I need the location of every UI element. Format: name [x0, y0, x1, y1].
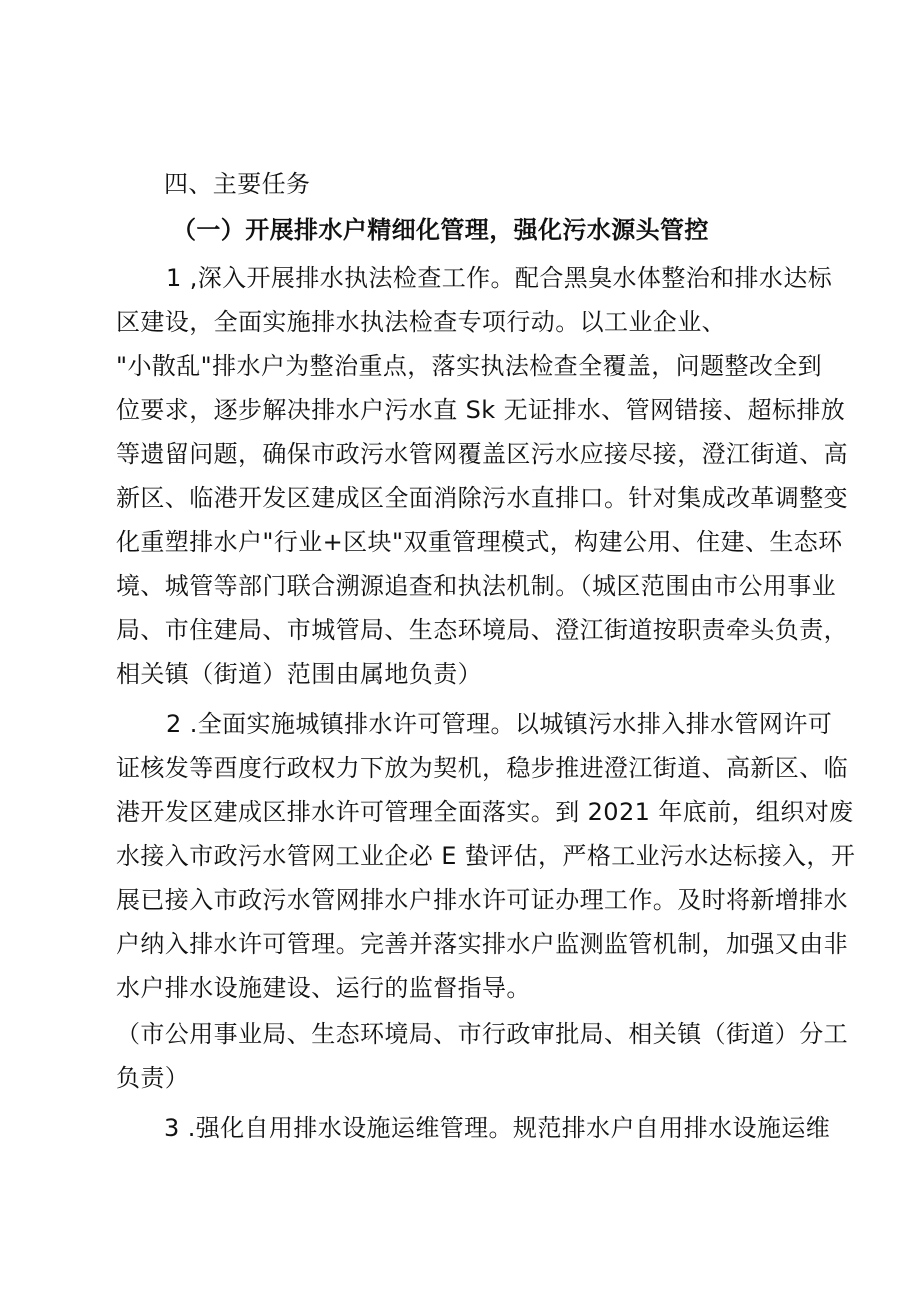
paragraph-line: 新区、临港开发区建成区全面消除污水直排口。针对集成改革调整变: [116, 484, 848, 512]
paragraph-line: 水接入市政污水管网工业企必 E 蛰评估，严格工业污水达标接入，开: [116, 842, 856, 870]
paragraph-line: 展已接入市政污水管网排水户排水许可证办理工作。及时将新增排水: [116, 886, 848, 914]
paragraph-line: 位要求，逐步解决排水户污水直 Sk 无证排水、管网错接、超标排放: [116, 396, 846, 424]
paragraph-line: 等遗留问题，确保市政污水管网覆盖区污水应接尽接，澄江街道、高: [116, 440, 848, 468]
paragraph-line: 3 .强化自用排水设施运维管理。规范排水户自用排水设施运维: [164, 1114, 831, 1142]
paragraph-line: 港开发区建成区排水许可管理全面落实。到 2021 年底前，组织对废: [116, 798, 854, 826]
paragraph-line: 户纳入排水许可管理。完善并落实排水户监测监管机制，加强又由非: [116, 930, 848, 958]
paragraph-line: 局、市住建局、市城管局、生态环境局、澄江街道按职责牵头负责，: [116, 616, 848, 644]
paragraph-line: "小散乱"排水户为整治重点，落实执法检查全覆盖，问题整改全到: [116, 352, 823, 380]
paragraph-line: 化重塑排水户"行业+区块"双重管理模式，构建公用、住建、生态环: [116, 528, 843, 556]
section-heading: 四、主要任务: [164, 170, 311, 198]
paragraph-line: 相关镇（街道）范围由属地负责）: [116, 660, 482, 688]
paragraph-line: 证核发等酉度行政权力下放为契机，稳步推进澄江街道、高新区、临: [116, 754, 848, 782]
subsection-heading: （一）开展排水户精细化管理，强化污水源头管控: [172, 216, 709, 244]
paragraph-line: 水户排水设施建设、运行的监督指导。: [116, 974, 531, 1002]
paragraph-line: 2 .全面实施城镇排水许可管理。以城镇污水排入排水管网许可: [166, 710, 833, 738]
paragraph-line: 1 ,深入开展排水执法检查工作。配合黑臭水体整治和排水达标: [166, 264, 833, 292]
paragraph-line: （市公用事业局、生态环境局、市行政审批局、相关镇（街道）分工: [116, 1020, 848, 1048]
paragraph-line: 境、城管等部门联合溯源追查和执法机制。（城区范围由市公用事业: [116, 572, 836, 600]
paragraph-line: 负责）: [116, 1064, 190, 1092]
paragraph-line: 区建设，全面实施排水执法检查专项行动。以工业企业、: [116, 308, 726, 336]
